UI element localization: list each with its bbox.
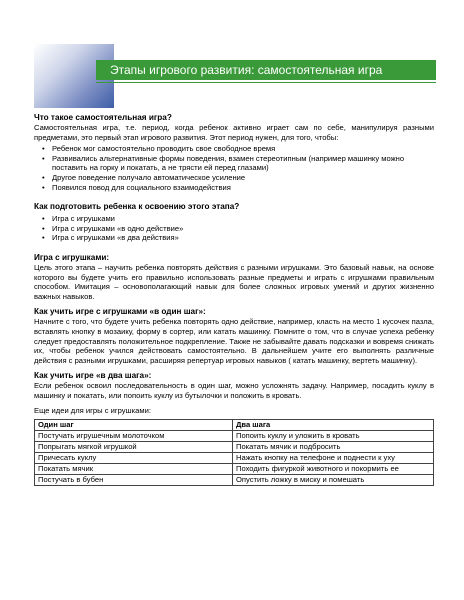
list-item: • Появился повод для социального взаимодействия (52, 183, 434, 193)
table-row (35, 453, 434, 464)
ideas-intro: Еще идеи для игры с игрушками: (34, 406, 151, 416)
list-item: • Развивались альтернативные формы поведения, взамен стереотипным (например машинку можно поставить на горку и покатать, а не трясти ей перед глазами) (52, 154, 434, 173)
section-heading-toys: Игра с игрушками: (34, 252, 110, 262)
table-cell: Опустить ложку в миску и помешать (233, 475, 434, 486)
column-header: Один шаг (35, 420, 233, 431)
table-row (35, 431, 434, 442)
section-heading-one-step: Как учить игре с игрушками «в один шаг»: (34, 307, 206, 317)
list-item: • Игра с игрушками (52, 214, 434, 224)
table-cell: Постучать в бубен (35, 475, 233, 486)
document-body (34, 113, 434, 486)
table-cell: Походить фигуркой животного и покормить ее (233, 464, 434, 475)
table-cell: Нажать кнопку на телефоне и поднести к уху (233, 453, 434, 464)
list-item: • Другое поведение получало автоматическое усиление (52, 173, 434, 183)
section-text-toys: Цель этого этапа – научить ребенка повторять действия с разными игрушками. Это базовый навык, на основе которого вы будете учить его правильно использовать разные предметы и играть с игрушками правильным способом. Имитация – основополагающий навык для более сложных игровых умений и других жизненно важных навыков. (34, 262, 434, 301)
section-text-two-step: Если ребенок освоил последовательность в один шаг, можно усложнять задачу. Например, посадить куклу в машинку и покатать, или попоить куклу из бутылочки и положить в кровать. (34, 381, 434, 400)
column-header: Два шага (233, 420, 434, 431)
list-item: • Ребенок мог самостоятельно проводить свое свободное время (52, 144, 434, 154)
table-cell: Попоить куклу и уложить в кровать (233, 431, 434, 442)
list-item: • Игра с игрушками «в два действия» (52, 233, 434, 243)
list-item: • Игра с игрушками «в одно действие» (52, 224, 434, 234)
table-cell: Постучать игрушечным молоточком (35, 431, 233, 442)
bullet-list-purpose (34, 144, 434, 192)
ideas-table (34, 419, 434, 486)
title-underline (96, 82, 436, 83)
bullet-list-prepare (34, 214, 434, 243)
section-heading-what: Что такое самостоятельная игра? (34, 113, 172, 122)
table-row (35, 442, 434, 453)
table-cell: Покатать мячик и подбросить (233, 442, 434, 453)
section-text-one-step: Начните с того, что будете учить ребенка повторять одно действие, например, класть на место 1 кусочек пазла, вставлять кнопку в мозаику, форму в сортер, или катать машинку. Помните о том, что в случае успеха ребенку следует предоставлять положительное подкрепление. Также не забывайте давать подсказки и вовремя снижать их, чтобы ребенок учился действовать самостоятельно. В дальнейшем учите его выполнять различные действия с разными игрушками, расширяя репертуар игровых навыков ( катать машинку, вертеть машинку). (34, 317, 434, 365)
table-row (35, 464, 434, 475)
table-cell: Покатать мячик (35, 464, 233, 475)
section-heading-prepare: Как подготовить ребенка к освоению этого этапа? (34, 202, 240, 212)
section-heading-two-step: Как учить игре «в два шага»: (34, 371, 152, 381)
table-cell: Причесать куклу (35, 453, 233, 464)
page-title: Этапы игрового развития: самостоятельная игра (96, 60, 436, 80)
section-text-what: Самостоятельная игра, т.е. период, когда ребенок активно играет сам по себе, манипулируя разными предметами, это первый этап игрового развития. Этот период нужен, для того, чтобы: (34, 123, 434, 142)
table-header-row (35, 420, 434, 431)
table-cell: Попрыгать мягкой игрушкой (35, 442, 233, 453)
table-row (35, 475, 434, 486)
